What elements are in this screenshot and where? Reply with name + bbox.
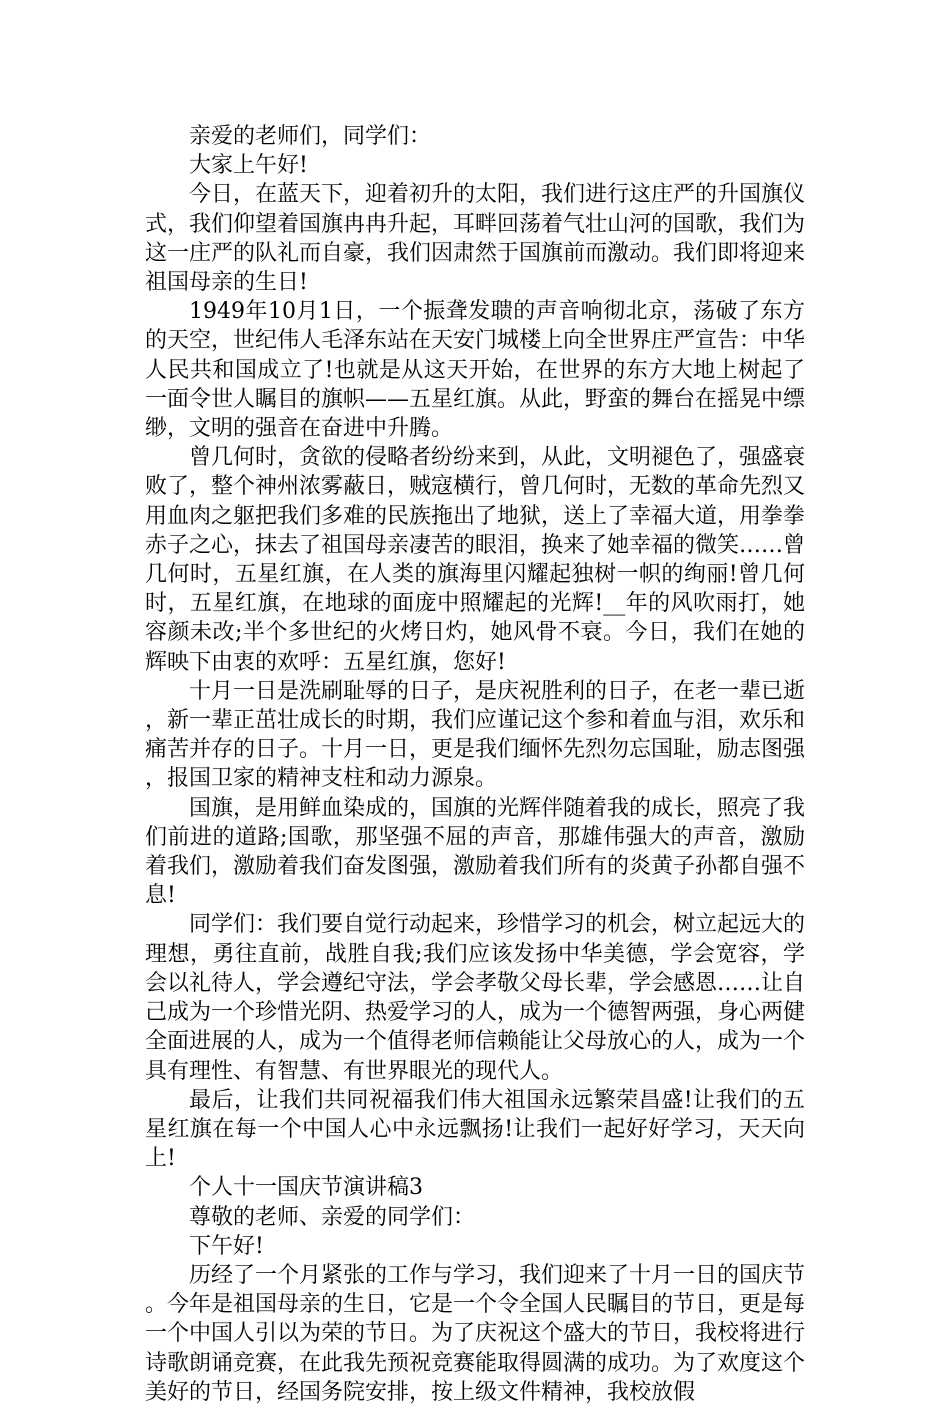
paragraph-national-flag: 国旗，是用鲜血染成的，国旗的光辉伴随着我的成长，照亮了我们前进的道路;国歌，那坚强不屈的声音，那雄伟强大的声音，激励着我们，激励着我们奋发图强，激励着我们所有的炎黄子孙都自强不息! bbox=[145, 795, 806, 909]
paragraph-good-morning: 大家上午好! bbox=[189, 153, 308, 179]
paragraph-history: 曾几何时，贪欲的侵略者纷纷来到，从此，文明褪色了，强盛衰败了，整个神州浓雾蔽日，贼寇横行，曾几何时，无数的革命先烈又用血肉之躯把我们多难的民族拖出了地狱，送上了幸福大道，用拳拳赤子之心，抹去了祖国母亲凄苦的眼泪，换来了她幸福的微笑……曾几何时，五星红旗，在人类的旗海里闪耀起独树一帜的绚丽!曾几何时，五星红旗，在地球的面庞中照耀起的光辉!__年的风吹雨打，她容颜未改;半个多世纪的火烤日灼，她风骨不衰。今日，我们在她的辉映下由衷的欢呼：五星红旗，您好! bbox=[145, 445, 806, 675]
paragraph-greeting-2: 尊敬的老师、亲爱的同学们： bbox=[189, 1204, 476, 1230]
paragraph-national-day: 历经了一个月紧张的工作与学习，我们迎来了十月一日的国庆节。今年是祖国母亲的生日，它是一个令全国人民瞩目的节日，更是每一个中国人引以为荣的节日。为了庆祝这个盛大的节日，我校将进行诗歌朗诵竞赛，在此我先预祝竞赛能取得圆满的成功。为了欢度这个美好的节日，经国务院安排，按上级文件精神，我校放假 bbox=[145, 1262, 806, 1405]
paragraph-closing: 最后，让我们共同祝福我们伟大祖国永远繁荣昌盛!让我们的五星红旗在每一个中国人心中永远飘扬!让我们一起好好学习，天天向上! bbox=[145, 1087, 805, 1172]
document-page bbox=[145, 122, 805, 1407]
paragraph-students-call: 同学们：我们要自觉行动起来，珍惜学习的机会，树立起远大的理想，勇往直前，战胜自我;我们应该发扬中华美德，学会宽容，学会以礼待人，学会遵纪守法，学会孝敬父母长辈，学会感恩……让自己成为一个珍惜光阴、热爱学习的人，成为一个德智两强，身心两健全面进展的人，成为一个值得老师信赖能让父母放心的人，成为一个具有理性、有智慧、有世界眼光的现代人。 bbox=[145, 912, 806, 1084]
paragraph-flag-ceremony: 今日，在蓝天下，迎着初升的太阳，我们进行这庄严的升国旗仪式，我们仰望着国旗冉冉升起，耳畔回荡着气壮山河的国歌，我们为这一庄严的队礼而自豪，我们因肃然于国旗前而激动。我们即将迎来祖国母亲的生日! bbox=[145, 182, 806, 296]
paragraph-founding: 1949年10月1日，一个振聋发聩的声音响彻北京，荡破了东方的天空，世纪伟人毛泽东站在天安门城楼上向全世界庄严宣告：中华人民共和国成立了!也就是从这天开始，在世界的东方大地上树起了一面令世人瞩目的旗帜——五星红旗。从此，野蛮的舞台在摇晃中缥缈，文明的强音在奋进中升腾。 bbox=[145, 299, 806, 442]
paragraph-good-afternoon: 下午好! bbox=[189, 1233, 264, 1259]
paragraph-greeting: 亲爱的老师们，同学们： bbox=[189, 124, 432, 149]
paragraph-october-first: 十月一日是洗刷耻辱的日子，是庆祝胜利的日子，在老一辈已逝，新一辈正茁壮成长的时期，我们应谨记这个参和着血与泪，欢乐和痛苦并存的日子。十月一日，更是我们缅怀先烈勿忘国耻，励志图强，报国卫家的精神支柱和动力源泉。 bbox=[145, 678, 806, 792]
section-heading: 个人十一国庆节演讲稿3 bbox=[189, 1175, 423, 1201]
